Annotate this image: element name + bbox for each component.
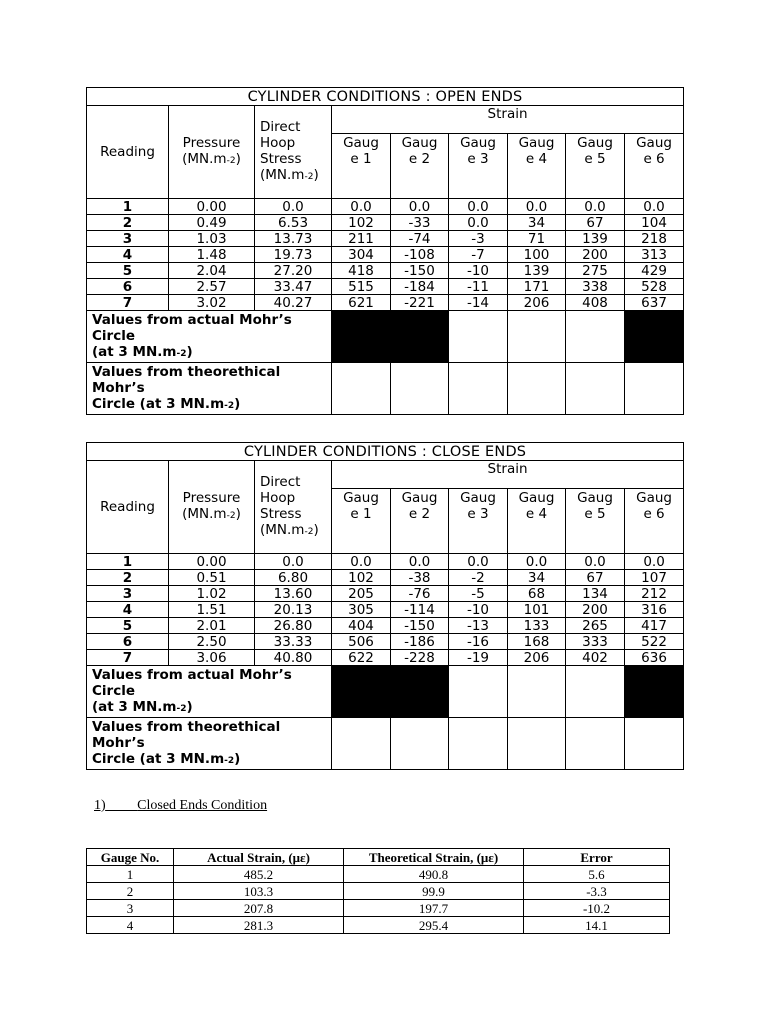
table-row — [87, 295, 684, 311]
gauge-cell: 212 — [625, 586, 684, 602]
gauge-cell: 636 — [625, 650, 684, 666]
gauge-cell: 101 — [508, 602, 566, 618]
section-heading — [94, 798, 267, 814]
gauge-cell: -76 — [391, 586, 449, 602]
reading-cell: 3 — [87, 586, 169, 602]
theoretical-strain-cell: 99.9 — [344, 883, 524, 900]
table-row — [87, 231, 684, 247]
theoretical-strain-cell: 490.8 — [344, 866, 524, 883]
empty-cell[interactable] — [566, 311, 625, 363]
empty-cell[interactable] — [332, 363, 391, 415]
theoretical-strain-header: Theoretical Strain, (με) — [344, 849, 524, 866]
table-row — [87, 900, 670, 917]
gauge-cell: -11 — [449, 279, 508, 295]
empty-cell[interactable] — [449, 311, 508, 363]
pressure-cell: 2.01 — [169, 618, 255, 634]
reading-cell: 6 — [87, 634, 169, 650]
gauge-cell: 139 — [566, 231, 625, 247]
gauge-cell: 506 — [332, 634, 391, 650]
gauge-cell: 0.0 — [566, 199, 625, 215]
gauge-cell: -108 — [391, 247, 449, 263]
reading-header: Reading — [87, 106, 169, 199]
actual-strain-header: Actual Strain, (με) — [174, 849, 344, 866]
mohr-rows — [87, 311, 684, 415]
error-cell: 14.1 — [524, 917, 670, 934]
open-ends-table — [86, 87, 684, 415]
gauge-cell: -2 — [449, 570, 508, 586]
error-header: Error — [524, 849, 670, 866]
gauge-cell: 102 — [332, 570, 391, 586]
gauge-cell: 107 — [625, 570, 684, 586]
error-cell: -3.3 — [524, 883, 670, 900]
gauge-header: Gaug e 5 — [566, 134, 625, 199]
header-row — [87, 849, 670, 866]
shaded-cell — [332, 311, 391, 363]
gauge-cell: -33 — [391, 215, 449, 231]
pressure-cell: 1.03 — [169, 231, 255, 247]
stress-cell: 26.80 — [255, 618, 332, 634]
empty-cell[interactable] — [449, 363, 508, 415]
table-row — [87, 247, 684, 263]
gauge-cell: 305 — [332, 602, 391, 618]
gauge-cell: 622 — [332, 650, 391, 666]
reading-cell: 6 — [87, 279, 169, 295]
reading-cell: 5 — [87, 618, 169, 634]
empty-cell[interactable] — [566, 666, 625, 718]
reading-cell: 1 — [87, 199, 169, 215]
gauge-cell: 34 — [508, 570, 566, 586]
data-rows — [87, 554, 684, 666]
gauge-cell: 621 — [332, 295, 391, 311]
theoretical-strain-cell: 295.4 — [344, 917, 524, 934]
empty-cell[interactable] — [449, 666, 508, 718]
close-ends-table — [86, 442, 684, 770]
error-cell: 5.6 — [524, 866, 670, 883]
gauge-header: Gaug e 2 — [391, 489, 449, 554]
gauge-cell: 134 — [566, 586, 625, 602]
reading-cell: 7 — [87, 650, 169, 666]
pressure-cell: 3.06 — [169, 650, 255, 666]
gauge-cell: 104 — [625, 215, 684, 231]
gauge-cell: -114 — [391, 602, 449, 618]
gauge-no-cell: 1 — [87, 866, 174, 883]
hoop-stress-header: Direct Hoop Stress (MN.m-2) — [255, 461, 332, 554]
gauge-cell: 133 — [508, 618, 566, 634]
gauge-cell: -228 — [391, 650, 449, 666]
empty-cell[interactable] — [391, 363, 449, 415]
gauge-cell: 102 — [332, 215, 391, 231]
gauge-cell: 168 — [508, 634, 566, 650]
gauge-cell: 0.0 — [449, 215, 508, 231]
stress-cell: 27.20 — [255, 263, 332, 279]
gauge-cell: -13 — [449, 618, 508, 634]
gauge-cell: 304 — [332, 247, 391, 263]
gauge-cell: 206 — [508, 295, 566, 311]
pressure-cell: 1.02 — [169, 586, 255, 602]
gauge-header: Gaug e 5 — [566, 489, 625, 554]
gauge-cell: -150 — [391, 618, 449, 634]
gauge-cell: -186 — [391, 634, 449, 650]
gauge-cell: 0.0 — [391, 199, 449, 215]
pressure-cell: 1.48 — [169, 247, 255, 263]
empty-cell[interactable] — [508, 718, 566, 770]
pressure-cell: 0.00 — [169, 554, 255, 570]
table-row — [87, 554, 684, 570]
pressure-cell: 2.04 — [169, 263, 255, 279]
reading-cell: 5 — [87, 263, 169, 279]
table-row — [87, 634, 684, 650]
gauge-cell: 402 — [566, 650, 625, 666]
stress-cell: 33.47 — [255, 279, 332, 295]
gauge-cell: -184 — [391, 279, 449, 295]
hoop-stress-header: Direct Hoop Stress (MN.m-2) — [255, 106, 332, 199]
section-number: 1) — [94, 798, 106, 813]
gauge-cell: 71 — [508, 231, 566, 247]
empty-cell[interactable] — [508, 311, 566, 363]
reading-cell: 7 — [87, 295, 169, 311]
gauge-cell: -150 — [391, 263, 449, 279]
stress-cell: 19.73 — [255, 247, 332, 263]
gauge-header: Gaug e 3 — [449, 489, 508, 554]
gauge-cell: 338 — [566, 279, 625, 295]
strain-header: Strain — [332, 106, 684, 134]
table-title: CYLINDER CONDITIONS : CLOSE ENDS — [87, 443, 684, 461]
gauge-header: Gaug e 3 — [449, 134, 508, 199]
gauge-cell: 34 — [508, 215, 566, 231]
theoretical-mohr-label: Values from theorethical Mohr’s Circle (at 3 MN.m-2) — [87, 718, 332, 770]
gauge-cell: 100 — [508, 247, 566, 263]
gauge-header: Gaug e 6 — [625, 134, 684, 199]
shaded-cell — [332, 666, 391, 718]
stress-cell: 6.80 — [255, 570, 332, 586]
gauge-header: Gaug e 6 — [625, 489, 684, 554]
empty-cell[interactable] — [391, 718, 449, 770]
gauge-cell: 139 — [508, 263, 566, 279]
pressure-cell: 0.51 — [169, 570, 255, 586]
table-row — [87, 883, 670, 900]
pressure-cell: 0.00 — [169, 199, 255, 215]
actual-mohr-row — [87, 311, 684, 363]
gauge-cell: 429 — [625, 263, 684, 279]
gauge-no-header: Gauge No. — [87, 849, 174, 866]
gauge-header: Gaug e 1 — [332, 134, 391, 199]
gauge-cell: -221 — [391, 295, 449, 311]
gauge-cell: 0.0 — [391, 554, 449, 570]
gauge-cell: 0.0 — [508, 554, 566, 570]
table-row — [87, 618, 684, 634]
pressure-header: Pressure (MN.m-2) — [169, 106, 255, 199]
actual-strain-cell: 485.2 — [174, 866, 344, 883]
pressure-cell: 2.57 — [169, 279, 255, 295]
gauge-cell: 0.0 — [332, 554, 391, 570]
gauge-cell: 515 — [332, 279, 391, 295]
gauge-cell: -38 — [391, 570, 449, 586]
empty-cell[interactable] — [566, 363, 625, 415]
gauge-cell: -19 — [449, 650, 508, 666]
gauge-cell: 67 — [566, 570, 625, 586]
gauge-cell: 218 — [625, 231, 684, 247]
pressure-cell: 2.50 — [169, 634, 255, 650]
theoretical-strain-cell: 197.7 — [344, 900, 524, 917]
gauge-cell: -16 — [449, 634, 508, 650]
empty-cell[interactable] — [625, 363, 684, 415]
table-row — [87, 263, 684, 279]
gauge-cell: 206 — [508, 650, 566, 666]
gauge-cell: 313 — [625, 247, 684, 263]
gauge-cell: 0.0 — [449, 554, 508, 570]
gauge-cell: 408 — [566, 295, 625, 311]
table-row — [87, 650, 684, 666]
table-row — [87, 602, 684, 618]
empty-cell[interactable] — [625, 718, 684, 770]
gauge-cell: 0.0 — [625, 554, 684, 570]
pressure-cell: 0.49 — [169, 215, 255, 231]
actual-mohr-label: Values from actual Mohr’s Circle (at 3 MN.m-2) — [87, 311, 332, 363]
reading-cell: 2 — [87, 570, 169, 586]
empty-cell[interactable] — [508, 666, 566, 718]
stress-cell: 6.53 — [255, 215, 332, 231]
gauge-cell: 417 — [625, 618, 684, 634]
theoretical-mohr-label: Values from theorethical Mohr’s Circle (at 3 MN.m-2) — [87, 363, 332, 415]
section-title: Closed Ends Condition — [137, 798, 268, 813]
gauge-cell: -74 — [391, 231, 449, 247]
gauge-cell: -3 — [449, 231, 508, 247]
data-rows — [87, 199, 684, 311]
actual-mohr-label: Values from actual Mohr’s Circle (at 3 MN.m-2) — [87, 666, 332, 718]
theoretical-mohr-row — [87, 718, 684, 770]
gauge-no-cell: 3 — [87, 900, 174, 917]
stress-cell: 13.73 — [255, 231, 332, 247]
stress-cell: 0.0 — [255, 554, 332, 570]
table-row — [87, 279, 684, 295]
table-row — [87, 917, 670, 934]
stress-cell: 40.80 — [255, 650, 332, 666]
gauge-cell: 0.0 — [449, 199, 508, 215]
empty-cell[interactable] — [449, 718, 508, 770]
stress-cell: 0.0 — [255, 199, 332, 215]
stress-cell: 40.27 — [255, 295, 332, 311]
reading-cell: 4 — [87, 602, 169, 618]
gauge-cell: 637 — [625, 295, 684, 311]
gauge-cell: 0.0 — [332, 199, 391, 215]
stress-cell: 13.60 — [255, 586, 332, 602]
gauge-cell: 404 — [332, 618, 391, 634]
pressure-cell: 1.51 — [169, 602, 255, 618]
gauge-cell: 528 — [625, 279, 684, 295]
table-row — [87, 199, 684, 215]
pressure-header: Pressure (MN.m-2) — [169, 461, 255, 554]
shaded-cell — [391, 311, 449, 363]
gauge-header: Gaug e 1 — [332, 489, 391, 554]
pressure-cell: 3.02 — [169, 295, 255, 311]
reading-cell: 4 — [87, 247, 169, 263]
reading-cell: 2 — [87, 215, 169, 231]
empty-cell[interactable] — [508, 363, 566, 415]
table-row — [87, 866, 670, 883]
gauge-cell: 275 — [566, 263, 625, 279]
actual-strain-cell: 281.3 — [174, 917, 344, 934]
gauge-cell: 68 — [508, 586, 566, 602]
actual-strain-cell: 103.3 — [174, 883, 344, 900]
theoretical-mohr-row — [87, 363, 684, 415]
reading-header: Reading — [87, 461, 169, 554]
gauge-cell: 67 — [566, 215, 625, 231]
table-title: CYLINDER CONDITIONS : OPEN ENDS — [87, 88, 684, 106]
table-row — [87, 586, 684, 602]
table-row — [87, 215, 684, 231]
gauge-cell: 0.0 — [566, 554, 625, 570]
strain-comparison-table — [86, 848, 670, 934]
gauge-no-cell: 2 — [87, 883, 174, 900]
gauge-header: Gaug e 4 — [508, 489, 566, 554]
actual-strain-cell: 207.8 — [174, 900, 344, 917]
stress-cell: 20.13 — [255, 602, 332, 618]
gauge-header: Gaug e 2 — [391, 134, 449, 199]
gauge-cell: 418 — [332, 263, 391, 279]
gauge-cell: -7 — [449, 247, 508, 263]
stress-cell: 33.33 — [255, 634, 332, 650]
reading-cell: 1 — [87, 554, 169, 570]
gauge-cell: 0.0 — [625, 199, 684, 215]
gauge-cell: 333 — [566, 634, 625, 650]
actual-mohr-row — [87, 666, 684, 718]
gauge-cell: 205 — [332, 586, 391, 602]
empty-cell[interactable] — [566, 718, 625, 770]
gauge-cell: -10 — [449, 602, 508, 618]
gauge-cell: -14 — [449, 295, 508, 311]
gauge-cell: -5 — [449, 586, 508, 602]
reading-cell: 3 — [87, 231, 169, 247]
gauge-cell: 200 — [566, 247, 625, 263]
mohr-rows — [87, 666, 684, 770]
shaded-cell — [625, 311, 684, 363]
table-row — [87, 570, 684, 586]
gauge-cell: 0.0 — [508, 199, 566, 215]
empty-cell[interactable] — [332, 718, 391, 770]
gauge-cell: 200 — [566, 602, 625, 618]
strain-header: Strain — [332, 461, 684, 489]
gauge-header: Gaug e 4 — [508, 134, 566, 199]
gauge-cell: -10 — [449, 263, 508, 279]
error-cell: -10.2 — [524, 900, 670, 917]
gauge-cell: 265 — [566, 618, 625, 634]
gauge-cell: 316 — [625, 602, 684, 618]
shaded-cell — [625, 666, 684, 718]
gauge-cell: 211 — [332, 231, 391, 247]
gauge-cell: 522 — [625, 634, 684, 650]
shaded-cell — [391, 666, 449, 718]
gauge-no-cell: 4 — [87, 917, 174, 934]
gauge-cell: 171 — [508, 279, 566, 295]
